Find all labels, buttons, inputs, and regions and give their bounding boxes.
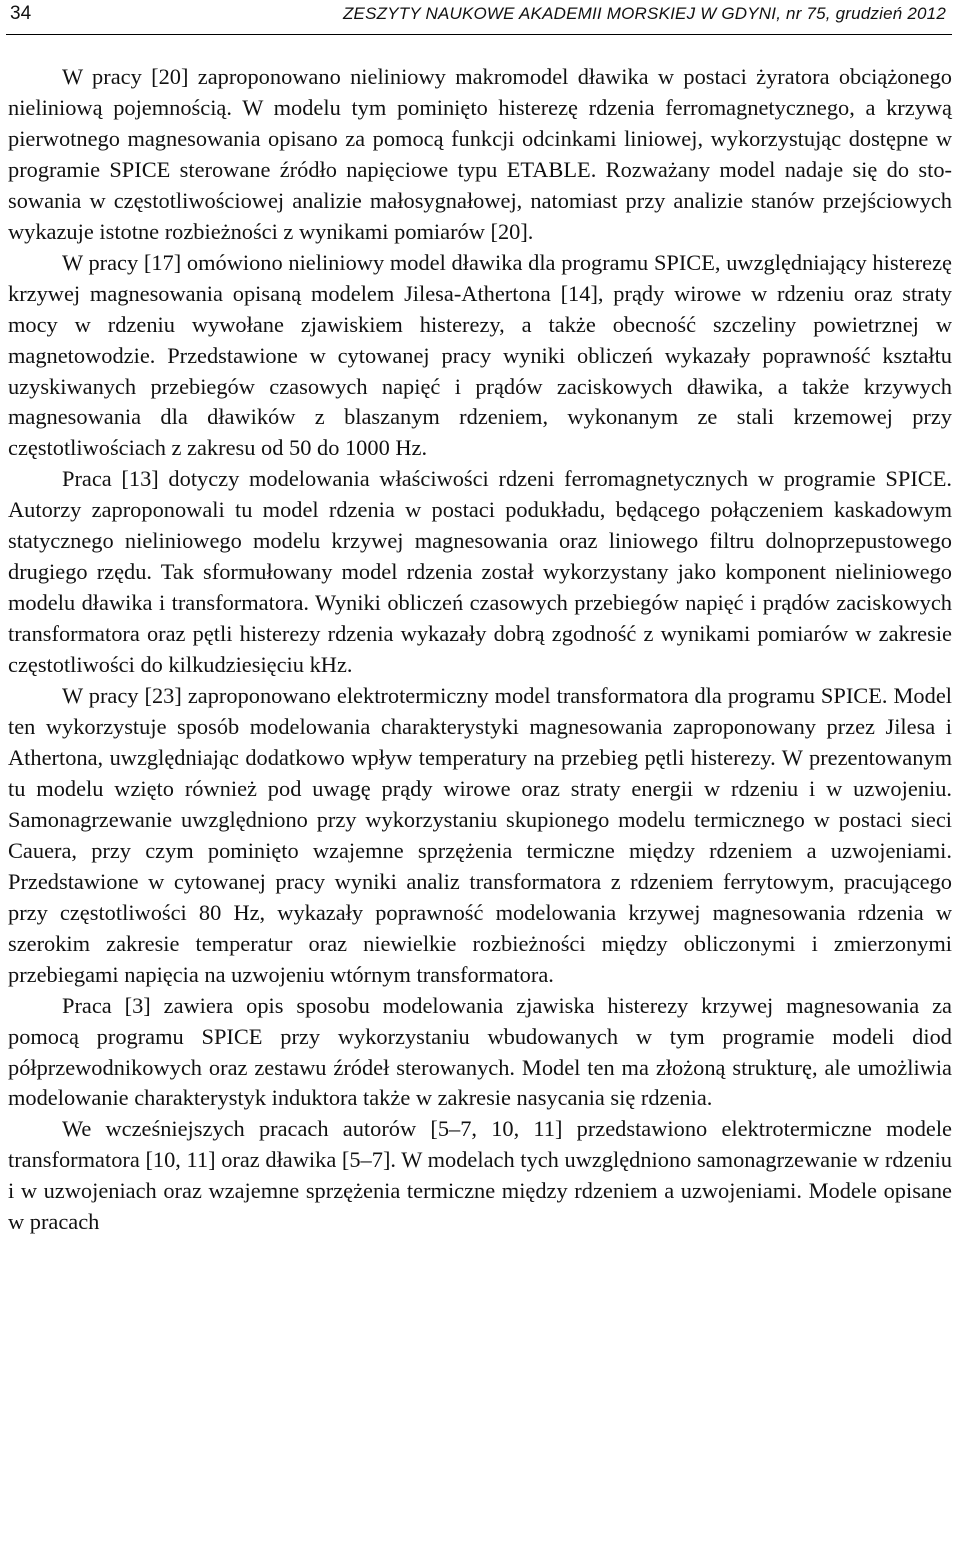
article-body <box>8 62 952 1238</box>
paragraph-4: W pracy [23] zaproponowano elektrotermiczny model transformatora dla programu SPICE. Model ten wykorzystuje sposób modelowania charakterystyki magnesowania zaproponowany przez Jilesa i Athertona, uwzględniając dodatkowo wpływ temperatury na przebieg pętli histerezy. W prezentowanym tu modelu wzięto również pod uwagę prądy wirowe oraz straty energii w rdzeniu i w uzwojeniu. Samonagrzewanie uwzględniono przy wykorzystaniu skupionego modelu termicznego w postaci sieci Cauera, przy czym pominięto wzajemne sprzężenia termiczne między rdzeniem a uzwojeniami. Przedstawione w cytowanej pracy wyniki analiz transformatora z rdzeniem ferrytowym, pracującego przy częstotliwości 80 Hz, wykazały poprawność modelowania krzywej magnesowania rdzenia w szerokim zakresie temperatur oraz niewielkie rozbieżności między obliczonymi i zmierzonymi przebiegami napięcia na uzwojeniu wtórnym transformatora. <box>8 683 952 987</box>
paragraph-5: Praca [3] zawiera opis sposobu modelowania zjawiska histerezy krzywej magnesowania za pomocą programu SPICE przy wykorzystaniu wbudowanych w tym programie modeli diod półprzewodnikowych oraz zestawu źródeł sterowanych. Model ten ma złożoną strukturę, ale umożliwia modelowanie charakterystyk induktora także w zakresie nasycania się rdzenia. <box>8 992 952 1111</box>
paragraph-2: W pracy [17] omówiono nieliniowy model dławika dla programu SPICE, uwzględniający histerezę krzywej magnesowania opisaną modelem Jilesa-Athertona [14], prądy wirowe w rdzeniu oraz straty mocy w rdzeniu wywołane zjawiskiem histerezy, a także obecność szczeliny powietrznej w magnetowodzie. Przedstawione w cytowanej pracy wyniki obliczeń wykazały poprawność kształtu uzyskiwanych przebiegów czasowych napięć i prądów zaciskowych dławika, a także krzywych magnesowania dla dławików z blaszanym rdzeniem, wykonanym ze stali krzemowej przy częstotliwościach z zakresu od 50 do 1000 Hz. <box>8 249 952 461</box>
page-header <box>6 0 952 35</box>
paragraph-1: W pracy [20] zaproponowano nieliniowy makromodel dławika w postaci żyratora obciążonego nieliniową pojemnością. W modelu tym pominięto histerezę rdzenia ferromagnetycznego, a krzywą pierwotnego magnesowania opisano za pomocą funkcji odcinkami liniowej, wykorzystując dostępne w programie SPICE sterowane źródło napięciowe typu ETABLE. Rozważany model nadaje się do stosowania w częstotliwościowej analizie małosygnałowej, natomiast przy analizie stanów przejściowych wykazuje istotne rozbieżności z wynikami pomiarów [20]. <box>8 64 952 244</box>
paragraph-6: We wcześniejszych pracach autorów [5–7, 10, 11] przedstawiono elektrotermiczne modele transformatora [10, 11] oraz dławika [5–7]. W modelach tych uwzględniono samonagrzewanie w rdzeniu i w uzwojeniach oraz wzajemne sprzężenia termiczne między rdzeniem a uzwojeniami. Modele opisane w pracach <box>8 1116 952 1235</box>
running-title: ZESZYTY NAUKOWE AKADEMII MORSKIEJ W GDYNI, nr 75, grudzień 2012 <box>342 4 946 23</box>
page-number: 34 <box>10 3 32 24</box>
paragraph-3: Praca [13] dotyczy modelowania właściwości rdzeni ferromagnetycznych w programie SPICE. Autorzy zaproponowali tu model rdzenia w postaci podukładu, będącego połączeniem kaskadowym statycznego nieliniowego modelu krzywej magnesowania oraz liniowego filtru dolnoprzepustowego drugiego rzędu. Tak sformułowany model rdzenia został wykorzystany jako komponent nieliniowego modelu dławika i transformatora. Wyniki obliczeń czasowych przebiegów napięć i prądów zaciskowych transformatora oraz pętli histerezy rdzenia wykazały dobrą zgodność z wynikami pomiarów w zakresie częstotliwości do kilkudziesięciu kHz. <box>8 466 952 678</box>
